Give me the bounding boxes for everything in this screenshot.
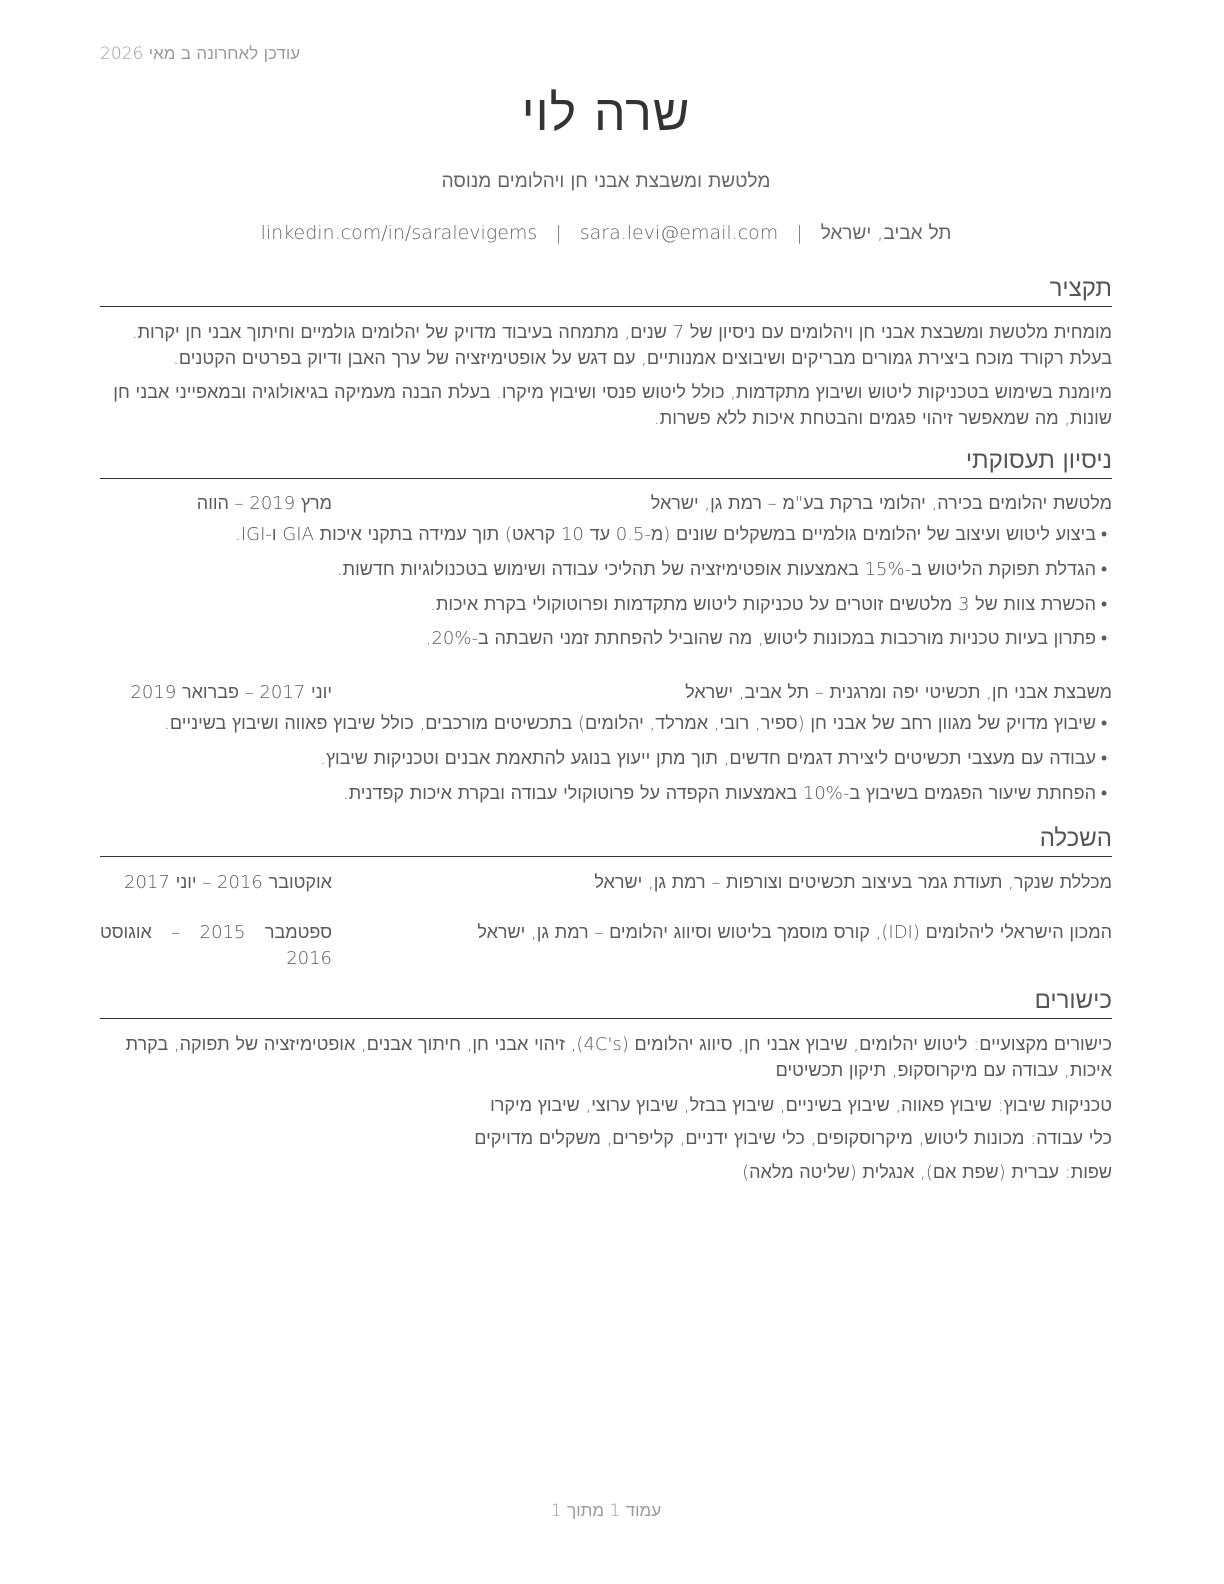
bullet-dot-icon: • (1100, 524, 1108, 545)
section-heading-summary: תקציר (100, 272, 1112, 307)
skill-line: שפות: עברית (שפת אם), אנגלית (שליטה מלאה) (742, 1162, 1112, 1183)
contact-linkedin[interactable]: linkedin.com/in/saralevigems (260, 222, 538, 244)
job-dates: יוני 2017 – פברואר 2019 (130, 682, 332, 703)
bullet-dot-icon: • (1100, 628, 1108, 649)
education-institution: מכללת שנקר, תעודת גמר בעיצוב תכשיטים וצורפות – רמת גן, ישראל (594, 872, 1112, 893)
contact-email[interactable]: sara.levi@email.com (579, 222, 779, 244)
contact-separator: | (555, 222, 562, 244)
contact-line (100, 222, 1112, 245)
job-bullet: •שיבוץ מדויק של מגוון רחב של אבני חן (ספיר, רובי, אמרלד, יהלומים) בתכשיטים מורכבים, כולל שיבוץ פאווה ושיבוץ בשיניים. (100, 711, 1112, 737)
job-bullet: •פתרון בעיות טכניות מורכבות במכונות ליטוש, מה שהוביל להפחתת זמני השבתה ב-20%. (100, 626, 1112, 652)
contact-separator: | (796, 222, 803, 244)
skill-line: טכניקות שיבוץ: שיבוץ פאווה, שיבוץ בשיניים, שיבוץ בבזל, שיבוץ ערוצי, שיבוץ מיקרו (490, 1095, 1112, 1116)
last-updated: עודכן לאחרונה ב מאי 2026 (100, 44, 301, 64)
resume-page (100, 0, 1112, 1584)
summary-paragraph: מיומנת בשימוש בטכניקות ליטוש ושיבוץ מתקדמות, כולל ליטוש פנסי ושיבוץ מיקרו. בעלת הבנה מעמיקה בגיאולוגיה ובמאפייני אבני חן שונות, מה שמאפשר זיהוי פגמים והבטחת איכות ללא פשרות. (113, 382, 1112, 429)
candidate-name: שרה לוי (521, 84, 691, 142)
skill-line: כישורים מקצועיים: ליטוש יהלומים, שיבוץ אבני חן, סיווג יהלומים (4C's), זיהוי אבני חן, חיתוך אבנים, אופטימיזציה של תפוקה, בקרת איכות, עבודה עם מיקרוסקופ, תיקון תכשיטים (125, 1034, 1112, 1081)
job-dates: מרץ 2019 – הווה (196, 493, 332, 514)
job-bullet: •הפחתת שיעור הפגמים בשיבוץ ב-10% באמצעות הקפדה על פרוטוקולי עבודה ובקרת איכות קפדנית. (100, 781, 1112, 807)
bullet-dot-icon: • (1100, 594, 1108, 615)
skill-line: כלי עבודה: מכונות ליטוש, מיקרוסקופים, כלי שיבוץ ידניים, קליפרים, משקלים מדויקים (474, 1128, 1112, 1149)
education-dates: ספטמבר 2015 – אוגוסט 2016 (100, 922, 333, 969)
job-bullet: •ביצוע ליטוש ועיצוב של יהלומים גולמיים במשקלים שונים (מ-0.5 עד 10 קראט) תוך עמידה בתקני איכות GIA ו-IGI. (100, 522, 1112, 548)
section-heading-experience: ניסיון תעסוקתי (100, 444, 1112, 479)
job-bullet: •הגדלת תפוקת הליטוש ב-15% באמצעות אופטימיזציה של תהליכי עבודה ושימוש בטכנולוגיות חדשות. (100, 557, 1112, 583)
bullet-dot-icon: • (1100, 783, 1108, 804)
bullet-dot-icon: • (1100, 748, 1108, 769)
job-role: מלטשת יהלומים בכירה, יהלומי ברקת בע"מ – רמת גן, ישראל (650, 493, 1112, 514)
education-dates: אוקטובר 2016 – יוני 2017 (124, 872, 332, 893)
page-number: עמוד 1 מתוך 1 (550, 1501, 662, 1521)
bullet-dot-icon: • (1100, 713, 1108, 734)
job-bullet: •עבודה עם מעצבי תכשיטים ליצירת דגמים חדשים, תוך מתן ייעוץ בנוגע להתאמת אבנים וטכניקות שיבוץ. (100, 746, 1112, 772)
bullet-dot-icon: • (1100, 559, 1108, 580)
section-heading-skills: כישורים (100, 984, 1112, 1019)
job-role: משבצת אבני חן, תכשיטי יפה ומרגנית – תל אביב, ישראל (685, 682, 1112, 703)
education-institution: המכון הישראלי ליהלומים (IDI), קורס מוסמך בליטוש וסיווג יהלומים – רמת גן, ישראל (477, 922, 1112, 943)
job-bullet: •הכשרת צוות של 3 מלטשים זוטרים על טכניקות ליטוש מתקדמות ופרוטוקולי בקרת איכות. (100, 592, 1112, 618)
candidate-title: מלטשת ומשבצת אבני חן ויהלומים מנוסה (441, 170, 771, 192)
contact-location: תל אביב, ישראל (820, 222, 952, 244)
section-heading-education: השכלה (100, 822, 1112, 857)
summary-paragraph: מומחית מלטשת ומשבצת אבני חן ויהלומים עם ניסיון של 7 שנים, מתמחה בעיבוד מדויק של יהלומים גולמיים וחיתוך אבני חן יקרות. בעלת רקורד מוכח ביצירת גמורים מבריקים ושיבוצים אמנותיים, עם דגש על אופטימיזציה של ערך האבן ודיוק בפרטים הקטנים. (131, 322, 1112, 369)
